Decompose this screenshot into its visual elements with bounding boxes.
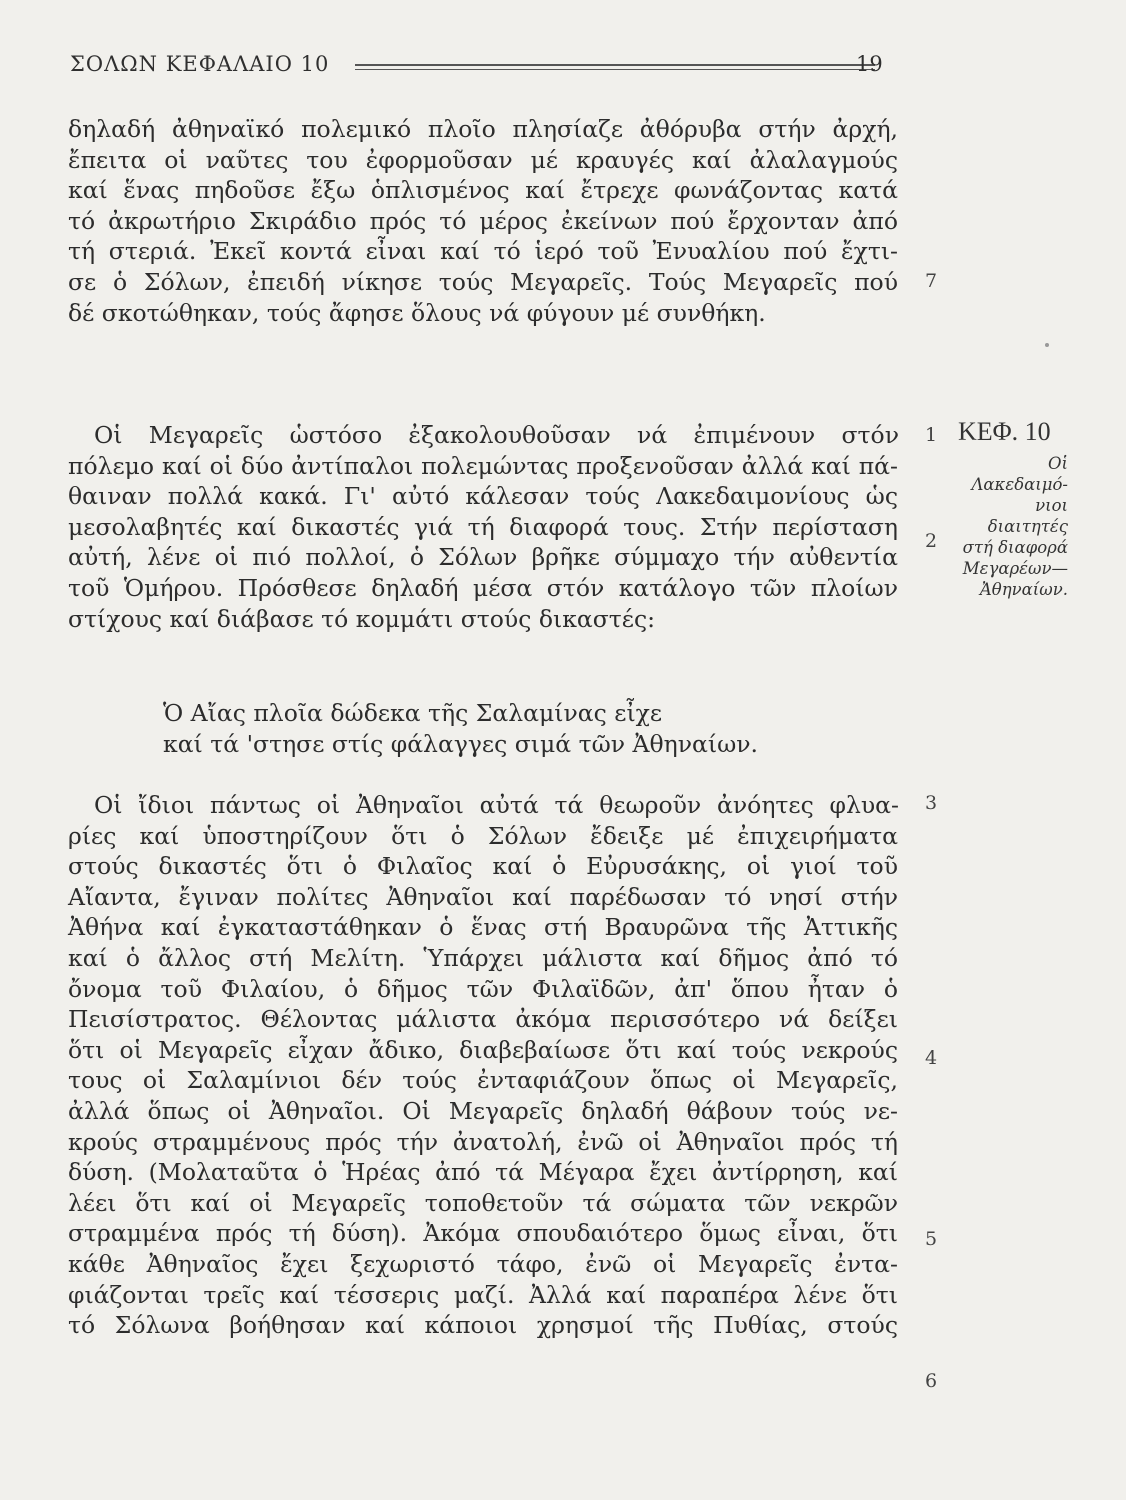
text-line: λέει ὅτι καί οἱ Μεγαρεῖς τοποθετοῦν τά σώματα τῶν νεκρῶν	[68, 1188, 898, 1217]
text-line: τό ἀκρωτήριο Σκιράδιο πρός τό μέρος ἐκείνων πού ἔρχονταν ἀπό	[68, 206, 898, 235]
text-line: μεσολαβητές καί δικαστές γιά τή διαφορά τους. Στήν περίσταση	[68, 512, 898, 541]
text-line: ἀλλά ὅπως οἱ Ἀθηναῖοι. Οἱ Μεγαρεῖς δηλαδή θάβουν τούς νε-	[68, 1096, 898, 1125]
paper-speck	[1045, 343, 1049, 347]
text-line: σε ὁ Σόλων, ἐπειδή νίκησε τούς Μεγαρεῖς. Τούς Μεγαρεῖς πού	[68, 267, 898, 296]
text-line: Οἱ Μεγαρεῖς ὡστόσο ἐξακολουθοῦσαν νά ἐπιμένουν στόν	[94, 421, 899, 449]
chapter-sidenote	[958, 417, 1098, 600]
text-line: Οἱ ἴδιοι πάντως οἱ Ἀθηναῖοι αὐτά τά θεωροῦν ἀνόητες φλυα-	[94, 791, 899, 819]
text-line: Πεισίστρατος. Θέλοντας μάλιστα ἀκόμα περισσότερο νά δείξει	[68, 1005, 898, 1034]
text-line: Αἴαντα, ἔγιναν πολίτες Ἀθηναῖοι καί παρέδωσαν τό νησί στήν	[68, 882, 898, 911]
running-title: ΣΟΛΩΝ ΚΕΦΑΛΑΙΟ 10	[70, 52, 330, 76]
text-line: τή στεριά. Ἐκεῖ κοντά εἶναι καί τό ἱερό τοῦ Ἐνυαλίου πού ἔχτι-	[68, 237, 898, 266]
text-line: ρίες καί ὑποστηρίζουν ὅτι ὁ Σόλων ἔδειξε μέ ἐπιχειρήματα	[68, 821, 898, 850]
text-line: δέ σκοτώθηκαν, τούς ἄφησε ὅλους νά φύγουν μέ συνθήκη.	[68, 298, 766, 327]
text-line: τό Σόλωνα βοήθησαν καί κάποιοι χρησμοί τῆς Πυθίας, στούς	[68, 1311, 898, 1340]
text-line: στίχους καί διάβασε τό κομμάτι στούς δικαστές:	[68, 604, 656, 633]
text-line: φιάζονται τρεῖς καί τέσσερις μαζί. Ἀλλά καί παραπέρα λένε ὅτι	[68, 1280, 898, 1309]
sidenote-line: στή διαφορά	[962, 538, 1068, 557]
page-header	[70, 50, 890, 86]
margin-number: 6	[924, 1370, 938, 1392]
text-line: θαιναν πολλά κακά. Γι' αὐτό κάλεσαν τούς Λακεδαιμονίους ὡς	[68, 482, 898, 511]
text-line: κρούς στραμμένους πρός τήν ἀνατολή, ἐνῶ οἱ Ἀθηναῖοι πρός τή	[68, 1127, 898, 1156]
text-line: δηλαδή ἀθηναϊκό πολεμικό πλοῖο πλησίαζε ἀθόρυβα στήν ἀρχή,	[68, 115, 898, 143]
text-line: πόλεμο καί οἱ δύο ἀντίπαλοι πολεμώντας προξενοῦσαν ἀλλά καί πά-	[68, 451, 898, 480]
text-line: στραμμένα πρός τή δύση). Ἀκόμα σπουδαιότερο ὅμως εἶναι, ὅτι	[68, 1219, 898, 1248]
sidenote-line: Οἱ Λακεδαιμό-	[971, 454, 1068, 494]
margin-number: 4	[924, 1047, 938, 1069]
text-line: ὅτι οἱ Μεγαρεῖς εἶχαν ἄδικο, διαβεβαίωσε ὅτι καί τούς νεκρούς	[68, 1035, 898, 1064]
text-line: αὐτή, λένε οἱ πιό πολλοί, ὁ Σόλων βρῆκε σύμμαχο τήν αὐθεντία	[68, 543, 898, 572]
page-number: 19	[856, 52, 883, 76]
margin-number: 5	[924, 1228, 938, 1250]
sidenote-line: Μεγαρέων—	[962, 559, 1068, 578]
text-line: ἔπειτα οἱ ναῦτες του ἐφορμοῦσαν μέ κραυγές καί ἀλαλαγμούς	[68, 145, 898, 174]
sidenote-line: Ἀθηναίων.	[979, 580, 1068, 599]
sidenote-title: ΚΕΦ. 10	[958, 417, 1051, 446]
text-line: Ἀθήνα καί ἐγκαταστάθηκαν ὁ ἕνας στή Βραυρῶνα τῆς Ἀττικῆς	[68, 913, 898, 942]
text-line: τοῦ Ὁμήρου. Πρόσθεσε δηλαδή μέσα στόν κατάλογο τῶν πλοίων	[68, 573, 898, 602]
paragraph-1	[68, 114, 898, 328]
margin-number: 2	[924, 530, 938, 552]
text-line: δύση. (Μολαταῦτα ὁ Ἡρέας ἀπό τά Μέγαρα ἔχει ἀντίρρηση, καί	[68, 1158, 898, 1187]
margin-number: 7	[924, 270, 938, 292]
sidenote-line: νιοι διαιτητές	[987, 496, 1068, 536]
text-line: ὄνομα τοῦ Φιλαίου, ὁ δῆμος τῶν Φιλαϊδῶν, ἀπ' ὅπου ἦταν ὁ	[68, 974, 898, 1003]
paragraph-3	[68, 790, 898, 1341]
verse-line: Ὁ Αἴας πλοῖα δώδεκα τῆς Σαλαμίνας εἶχε	[163, 699, 663, 727]
text-line: τους οἱ Σαλαμίνιοι δέν τούς ἐνταφιάζουν ὅπως οἱ Μεγαρεῖς,	[68, 1066, 898, 1095]
text-line: στούς δικαστές ὅτι ὁ Φιλαῖος καί ὁ Εὐρυσάκης, οἱ γιοί τοῦ	[68, 852, 898, 881]
verse-quote	[68, 698, 898, 759]
paragraph-2	[68, 420, 898, 634]
sidenote-body	[958, 453, 1068, 600]
text-line: καί ὁ ἄλλος στή Μελίτη. Ὑπάρχει μάλιστα καί δῆμος ἀπό τό	[68, 943, 898, 972]
text-line: καί ἕνας πηδοῦσε ἔξω ὁπλισμένος καί ἔτρεχε φωνάζοντας κατά	[68, 176, 898, 205]
verse-line: καί τά 'στησε στίς φάλαγγες σιμά τῶν Ἀθηναίων.	[163, 729, 758, 758]
margin-number: 1	[924, 424, 938, 446]
header-rule	[355, 64, 875, 70]
margin-number: 3	[924, 792, 938, 814]
text-line: κάθε Ἀθηναῖος ἔχει ξεχωριστό τάφο, ἐνῶ οἱ Μεγαρεῖς ἐντα-	[68, 1249, 898, 1278]
